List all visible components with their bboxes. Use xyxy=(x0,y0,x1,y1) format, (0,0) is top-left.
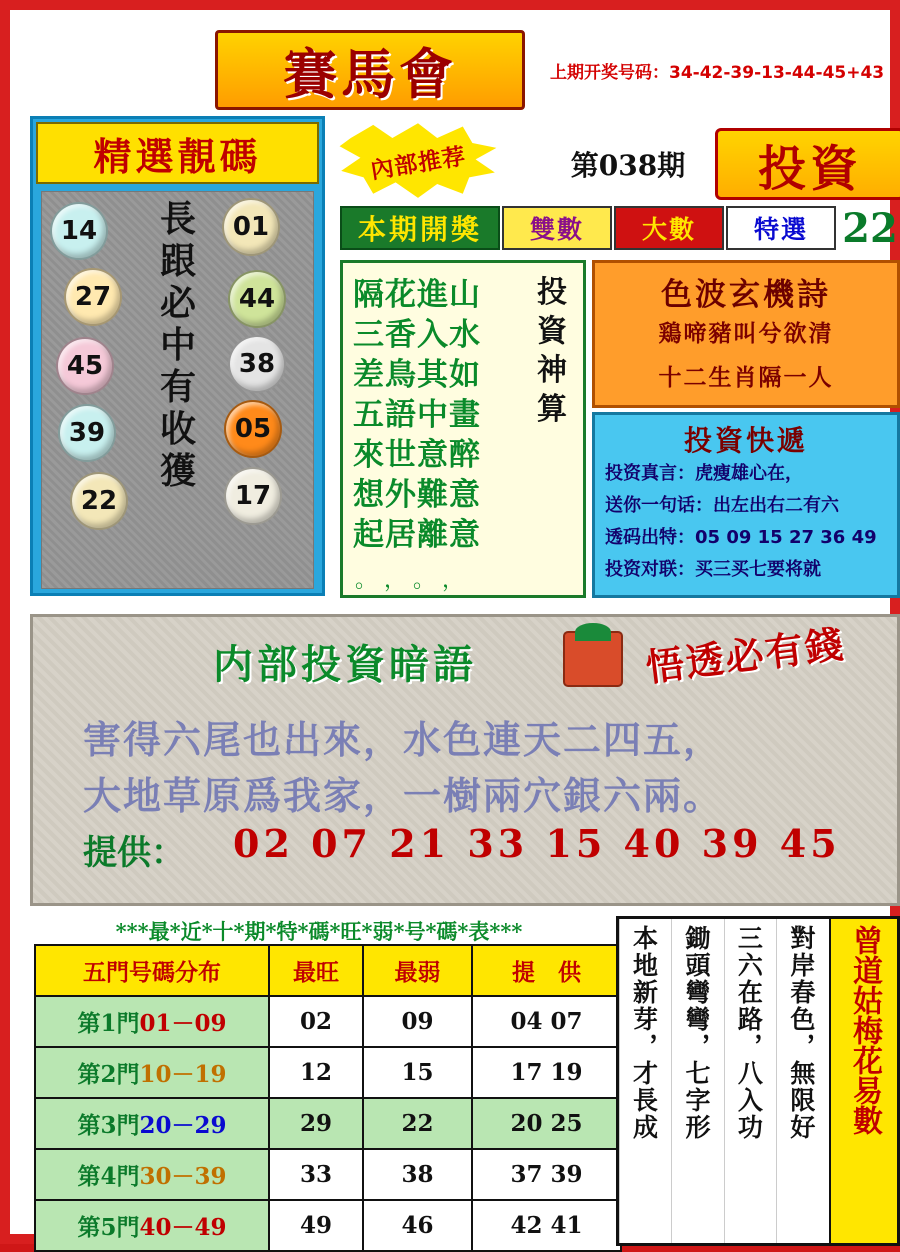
current-draw-row xyxy=(340,206,900,250)
row-1-hot: 02 xyxy=(269,996,363,1047)
five-gate-table xyxy=(34,944,622,1252)
verse-column-1: 對岸春色，無限好 xyxy=(776,919,828,1243)
verse-column-2: 三六在路，八入功 xyxy=(724,919,776,1243)
row-1-provide: 04 07 xyxy=(472,996,621,1047)
banner-provide-label: 提供： xyxy=(83,833,185,873)
touzi-title: 投資 xyxy=(715,128,900,200)
row-2-cold: 15 xyxy=(363,1047,472,1098)
gift-icon xyxy=(563,631,623,687)
poem-side-label: 投 資 神 算 xyxy=(537,275,567,427)
banner-right-part1: 悟透必 xyxy=(643,630,768,690)
current-draw-label: 本期開獎 xyxy=(340,206,500,250)
sebo-line-1: 鶏啼豬叫兮欲清 xyxy=(658,320,834,347)
ball-1: 14 xyxy=(50,202,108,260)
table-row xyxy=(35,1149,621,1200)
table-row xyxy=(35,1047,621,1098)
table-row xyxy=(35,1200,621,1251)
ball-9: 22 xyxy=(70,472,128,530)
poem-panel xyxy=(340,260,586,598)
current-draw-number: 22 xyxy=(842,204,898,252)
banner-right-slogan xyxy=(642,613,847,692)
kuaidi-panel xyxy=(592,412,900,598)
verse-brand: 曾道姑梅花易數 xyxy=(829,919,897,1243)
row-4-cold: 38 xyxy=(363,1149,472,1200)
row-2-prefix: 第2門 xyxy=(77,1061,140,1088)
ball-10: 17 xyxy=(224,467,282,525)
table-caption: ***最*近*十*期*特*碼*旺*弱*号*碼*表*** xyxy=(115,919,523,944)
row-3-range: 20－29 xyxy=(139,1112,227,1139)
row-2-hot: 12 xyxy=(269,1047,363,1098)
selected-numbers-body xyxy=(41,191,314,589)
kuaidi-line-4: 投资对联：买三买七要将就 xyxy=(605,559,821,580)
banner-line-1: 害得六尾也出來，水色連天二四五， xyxy=(83,717,724,762)
row-5-cold: 46 xyxy=(363,1200,472,1251)
row-1-range: 01－09 xyxy=(139,1010,227,1037)
recommend-badge xyxy=(338,120,498,202)
issue-number: 第038期 xyxy=(570,149,686,182)
row-4-hot: 33 xyxy=(269,1149,363,1200)
row-5-hot: 49 xyxy=(269,1200,363,1251)
poem-text: 隔花進山 三香入水 差鳥其如 五語中畫 來世意醉 想外難意 起居離意 xyxy=(353,277,481,553)
table-header-3: 提 供 xyxy=(472,945,621,996)
row-1-cold: 09 xyxy=(363,996,472,1047)
row-3-hot: 29 xyxy=(269,1098,363,1149)
table-header-1: 最旺 xyxy=(269,945,363,996)
kuaidi-line-3: 透码出特：05 09 15 27 36 49 xyxy=(605,527,877,548)
kuaidi-line-1: 投资真言：虎瘦雄心在， xyxy=(605,463,803,484)
banner-right-part2: 有錢 xyxy=(762,620,848,676)
poster-inner xyxy=(20,16,900,1246)
table-header-2: 最弱 xyxy=(363,945,472,996)
chip-big: 大數 xyxy=(614,206,724,250)
recommend-badge-label: 內部推荐 xyxy=(368,142,468,184)
row-5-prefix: 第5門 xyxy=(77,1214,140,1241)
chip-even: 雙數 xyxy=(502,206,612,250)
ball-5: 45 xyxy=(56,337,114,395)
row-4-prefix: 第4門 xyxy=(77,1163,140,1190)
poem-dots: 。，。， xyxy=(355,568,483,593)
table-row xyxy=(35,1098,621,1149)
ball-8: 05 xyxy=(224,400,282,458)
row-5-name xyxy=(35,1200,269,1251)
selected-numbers-panel xyxy=(30,116,325,596)
row-3-prefix: 第3門 xyxy=(77,1112,140,1139)
chip-special: 特選 xyxy=(726,206,836,250)
ball-3: 27 xyxy=(64,268,122,326)
row-3-name xyxy=(35,1098,269,1149)
kuaidi-title: 投資快遞 xyxy=(683,424,808,457)
ball-6: 38 xyxy=(228,335,286,393)
sebo-title: 色波玄機詩 xyxy=(661,277,831,313)
verse-column-4: 本地新芽，才長成 xyxy=(619,919,671,1243)
ball-4: 44 xyxy=(228,270,286,328)
secret-code-banner xyxy=(30,614,900,906)
banner-line-2: 大地草原爲我家，一樹兩穴銀六兩。 xyxy=(83,773,724,818)
row-3-cold: 22 xyxy=(363,1098,472,1149)
row-1-name xyxy=(35,996,269,1047)
selected-numbers-title: 精選靚碼 xyxy=(36,122,319,184)
table-header-0: 五門号碼分布 xyxy=(35,945,269,996)
previous-draw-numbers: 上期开奖号码：34-42-39-13-44-45+43 xyxy=(550,63,885,83)
banner-provide-numbers: 02 07 21 33 15 40 39 45 xyxy=(233,821,841,866)
site-logo: 賽馬會 xyxy=(215,30,525,110)
table-row xyxy=(35,996,621,1047)
table-header-row xyxy=(35,945,621,996)
row-2-provide: 17 19 xyxy=(472,1047,621,1098)
ball-2: 01 xyxy=(222,198,280,256)
row-3-provide: 20 25 xyxy=(472,1098,621,1149)
banner-title: 内部投資暗語 xyxy=(213,641,477,688)
row-4-name xyxy=(35,1149,269,1200)
kuaidi-line-2: 送你一句话：出左出右二有六 xyxy=(605,495,839,516)
row-4-range: 30－39 xyxy=(139,1163,227,1190)
ball-7: 39 xyxy=(58,404,116,462)
sebo-panel xyxy=(592,260,900,408)
selected-numbers-slogan: 長 跟 必 中 有 收 獲 xyxy=(159,198,196,492)
sebo-line-2: 十二生肖隔一人 xyxy=(658,364,834,391)
row-2-name xyxy=(35,1047,269,1098)
row-5-provide: 42 41 xyxy=(472,1200,621,1251)
row-5-range: 40－49 xyxy=(139,1214,227,1241)
row-1-prefix: 第1門 xyxy=(77,1010,140,1037)
row-2-range: 10－19 xyxy=(139,1061,227,1088)
verse-panel xyxy=(616,916,900,1246)
row-4-provide: 37 39 xyxy=(472,1149,621,1200)
verse-column-3: 鋤頭彎彎，七字形 xyxy=(671,919,723,1243)
